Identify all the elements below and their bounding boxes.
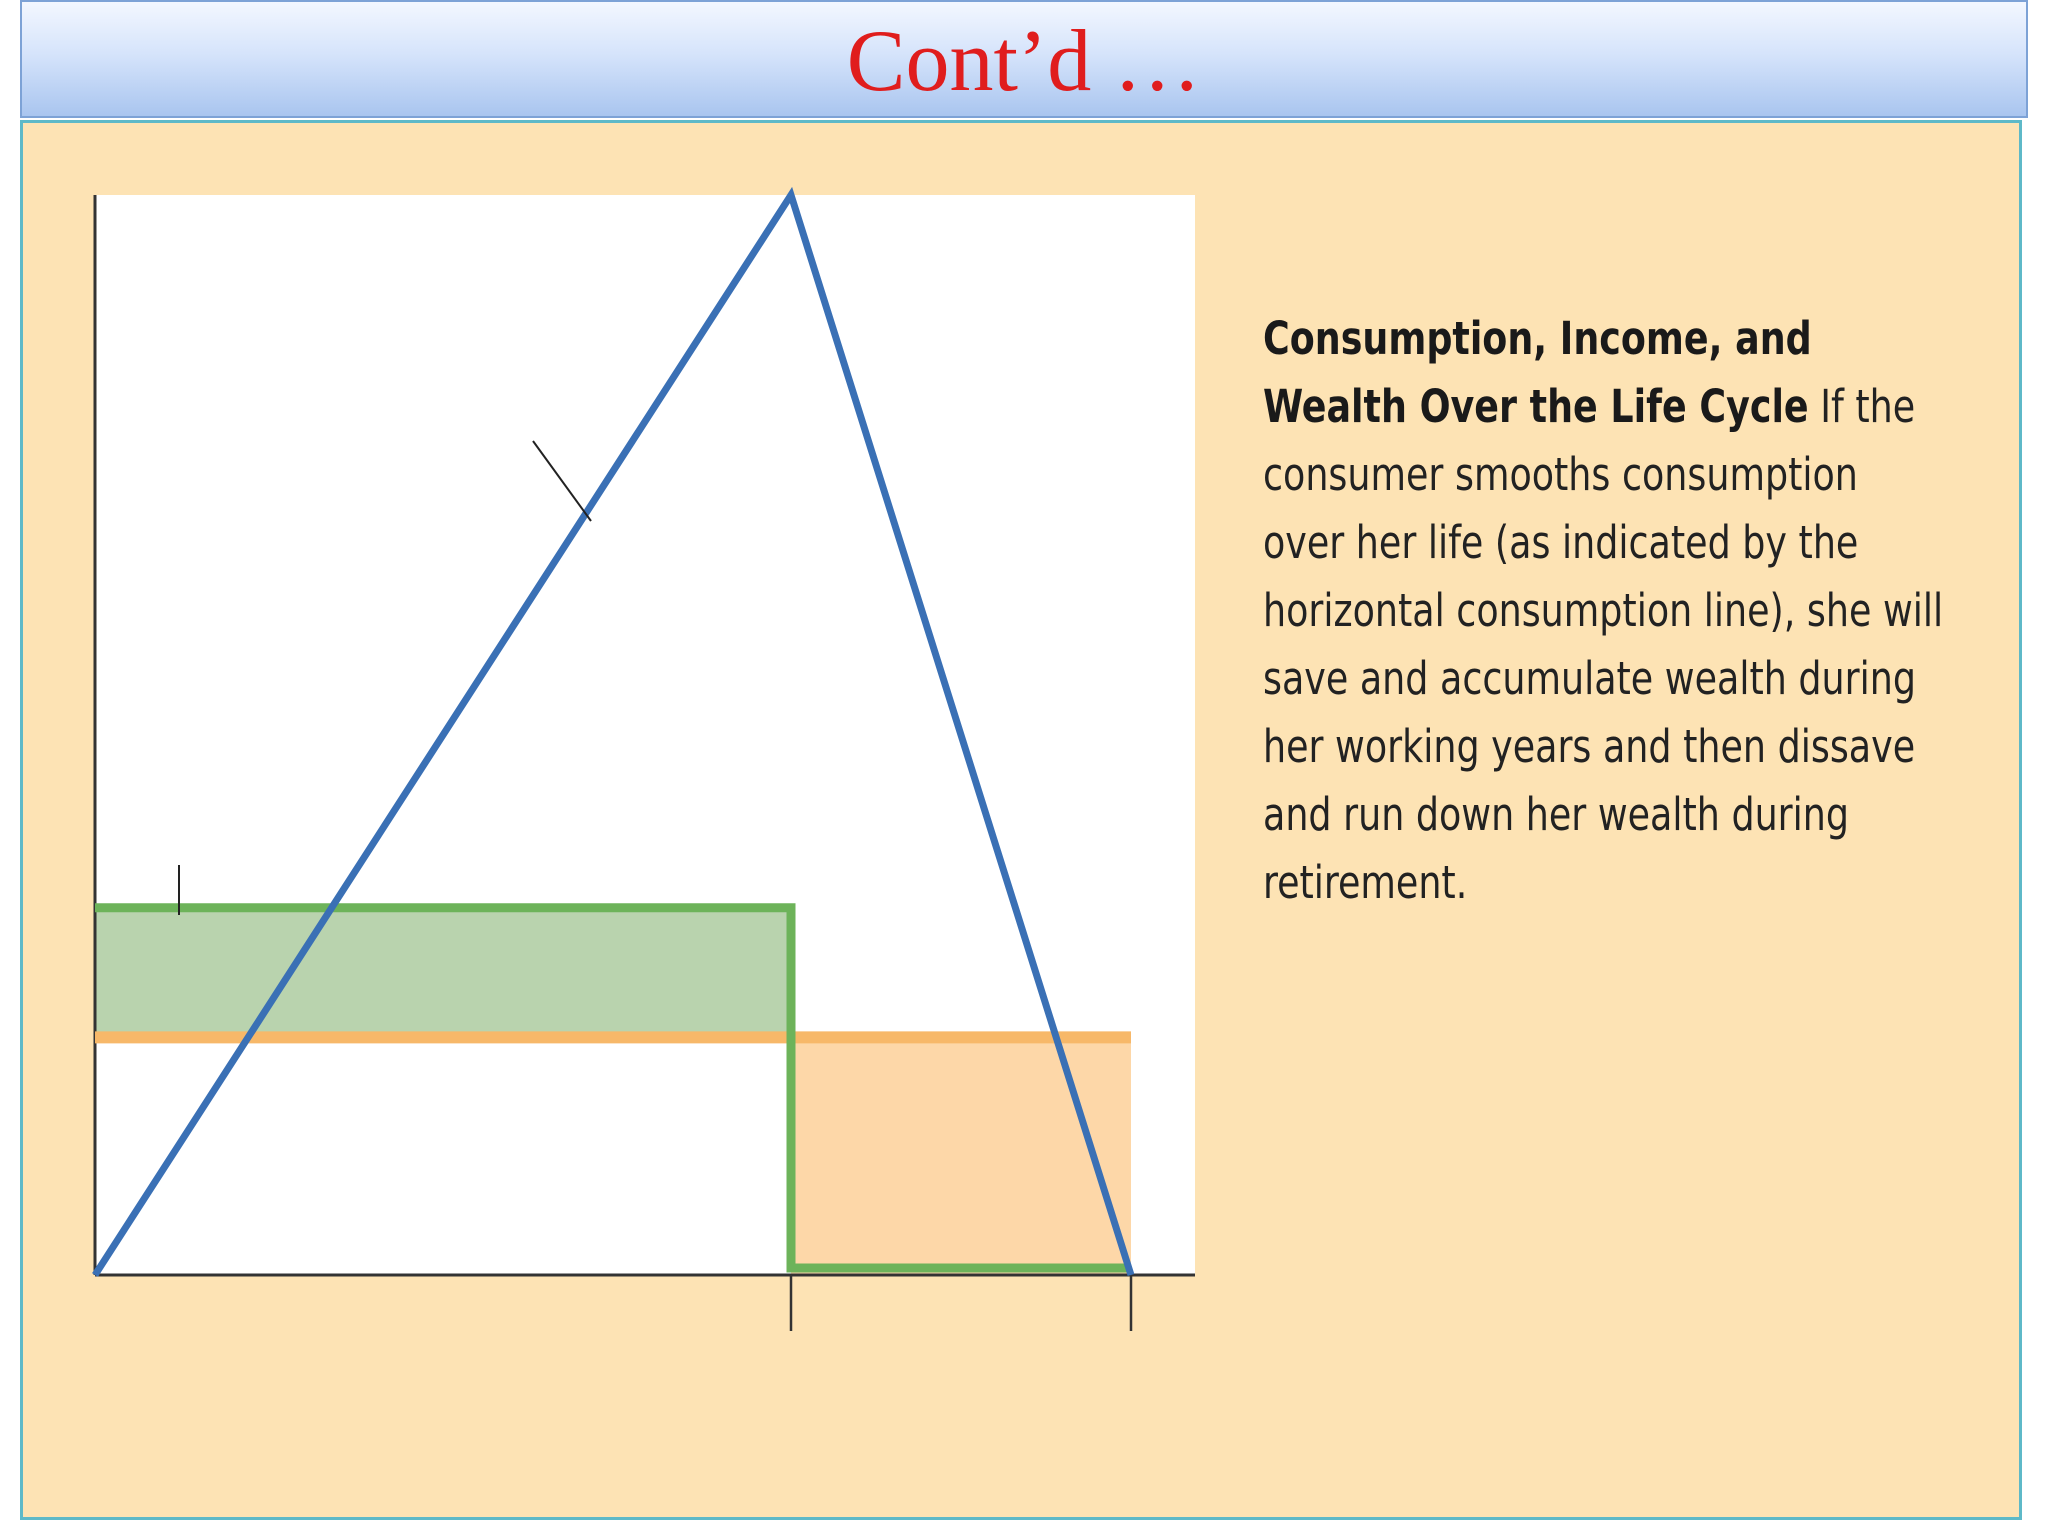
caption-body: If the consumer smooths consumption over her life (as indicated by the horizontal consumption line), she will save and accumulate wealth during her working years and then dissave and run down her wealth during retirement. <box>1263 380 1944 909</box>
saving-region <box>95 908 791 1038</box>
slide-title: Cont’d … <box>846 13 1202 110</box>
figure-panel <box>20 120 2022 1520</box>
figure-caption <box>1263 305 1947 917</box>
dissaving-region <box>791 1037 1131 1275</box>
caption-title: Consumption, Income, and Wealth Over the Life Cycle <box>1263 312 1812 433</box>
life-cycle-chart <box>23 123 1253 1413</box>
slide-header <box>20 0 2028 118</box>
